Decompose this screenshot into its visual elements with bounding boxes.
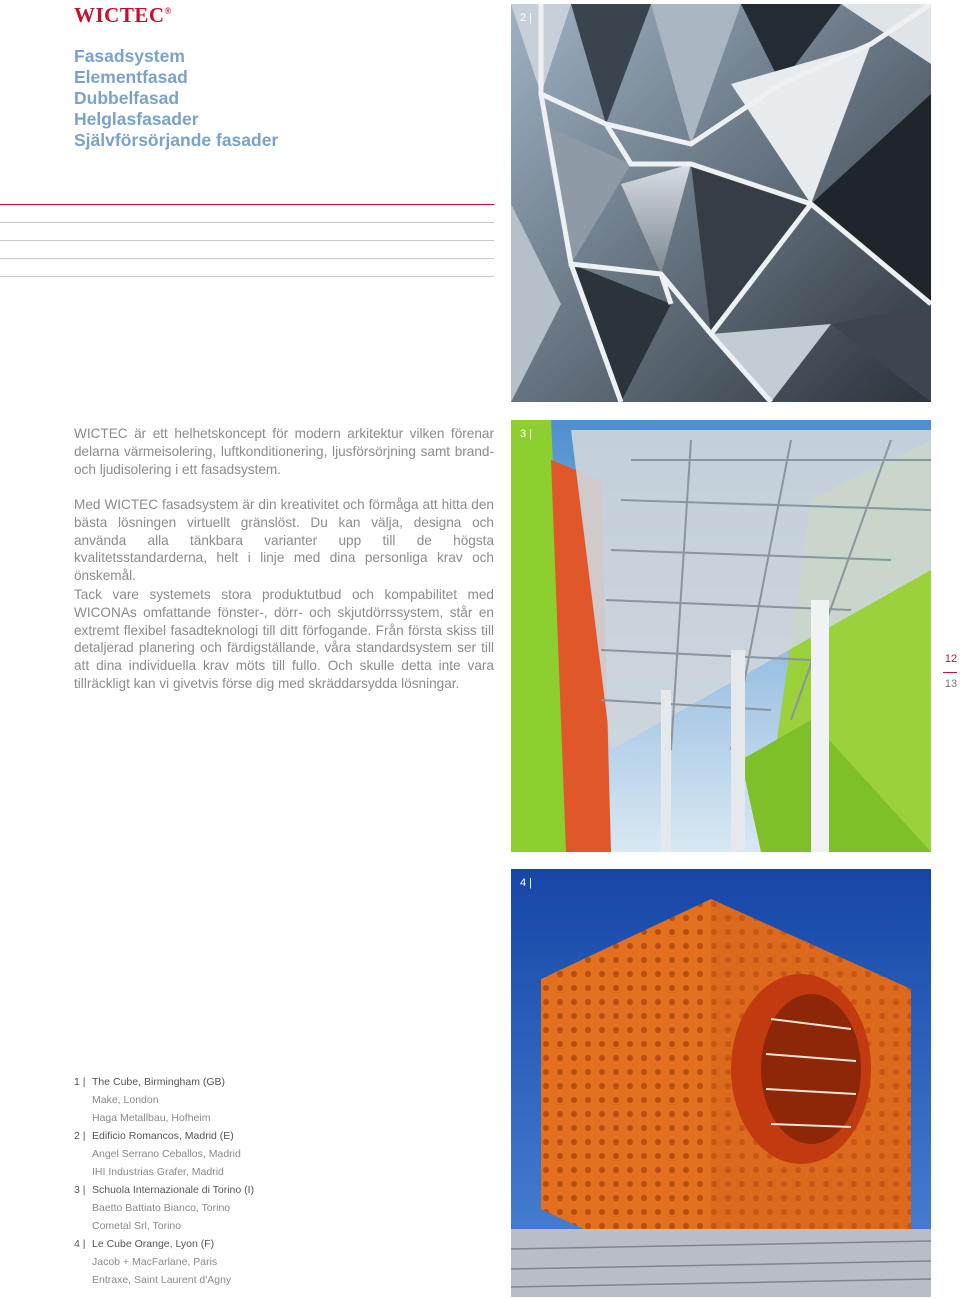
photo-cube-orange — [511, 869, 931, 1297]
facade-triangles-illustration — [511, 4, 931, 402]
photo-number-2: 2 | — [520, 12, 533, 24]
caption-architect: Angel Serrano Ceballos, Madrid — [92, 1148, 241, 1160]
heading-dubbelfasad: Dubbelfasad — [74, 88, 180, 108]
caption-4 — [74, 1235, 494, 1289]
caption-1 — [74, 1073, 494, 1127]
page-number-left: 12 — [944, 653, 958, 665]
heading-sjalvforsorjande: Självförsörjande fasader — [74, 130, 279, 150]
photo-number-3: 3 | — [520, 428, 533, 440]
caption-number: 2 | — [74, 1130, 86, 1142]
caption-fabricator: Entraxe, Saint Laurent d'Agny — [92, 1274, 232, 1286]
divider — [0, 240, 494, 241]
heading-list — [74, 46, 278, 151]
divider-red — [0, 204, 494, 205]
caption-architect: Jacob + MacFarlane, Paris — [92, 1256, 218, 1268]
product-range-paragraph: Tack vare systemets stora produktutbud och kompabilitet med WICONAs omfattande fönster-, dörr- och skjutdörrssystem, står en extremt flexibel fasadteknologi till ditt förfogande. Från första skiss till detaljerad planering och färdigställande, våra standardsystem ser till att dina individuella krav möts till fullo. Och skulle detta inte vara tillräckligt kan vi givetvis förse dig med skräddarsydda lösningar. — [74, 587, 494, 691]
heading-elementfasad: Elementfasad — [74, 67, 188, 87]
wictec-logo — [74, 3, 172, 28]
creativity-paragraph: Med WICTEC fasadsystem är din kreativitet och förmåga att hitta den bästa lösningen virtuellt gränslöst. Du kan välja, designa och använda alla tänkbara varianter upp till de högsta kvalitetsstandarderna, helt i linje med dina personliga krav och önskemål. — [74, 497, 494, 584]
page-number-divider — [943, 672, 957, 673]
intro-paragraph: WICTEC är ett helhetskoncept för modern arkitektur vilken förenar delarna värmeisolering, luftkonditionering, ljusförsörjning samt brand- och ljudisolering i ett fasadsystem. — [74, 426, 494, 477]
canopy-corridor-illustration — [511, 420, 931, 852]
photo-edificio-romancos — [511, 4, 931, 402]
caption-3 — [74, 1181, 494, 1235]
page-number-right: 13 — [944, 678, 958, 690]
logo-tec: TEC — [119, 3, 165, 27]
divider — [0, 258, 494, 259]
caption-fabricator: Haga Metallbau, Hofheim — [92, 1112, 211, 1124]
logo-wic: WIC — [74, 3, 120, 27]
caption-number: 1 | — [74, 1076, 86, 1088]
caption-fabricator: Cometal Srl, Torino — [92, 1220, 182, 1232]
caption-architect: Make, London — [92, 1094, 159, 1106]
caption-architect: Baetto Battiato Bianco, Torino — [92, 1202, 231, 1214]
caption-fabricator: IHI Industrias Grafer, Madrid — [92, 1166, 224, 1178]
divider — [0, 276, 494, 277]
divider — [0, 222, 494, 223]
caption-title: Schuola Internazionale di Torino (I) — [92, 1184, 255, 1196]
heading-fasadsystem: Fasadsystem — [74, 46, 185, 66]
heading-helglasfasader: Helglasfasader — [74, 109, 199, 129]
logo-registered-mark: ® — [164, 6, 172, 16]
caption-number: 4 | — [74, 1238, 86, 1250]
caption-title: Le Cube Orange, Lyon (F) — [92, 1238, 215, 1250]
caption-title: The Cube, Birmingham (GB) — [92, 1076, 226, 1088]
photo-schuola-torino — [511, 420, 931, 852]
caption-2 — [74, 1127, 494, 1181]
cube-orange-illustration — [511, 869, 931, 1297]
caption-title: Edificio Romancos, Madrid (E) — [92, 1130, 234, 1142]
photo-number-4: 4 | — [520, 877, 533, 889]
caption-number: 3 | — [74, 1184, 86, 1196]
photo-captions — [74, 1073, 494, 1289]
